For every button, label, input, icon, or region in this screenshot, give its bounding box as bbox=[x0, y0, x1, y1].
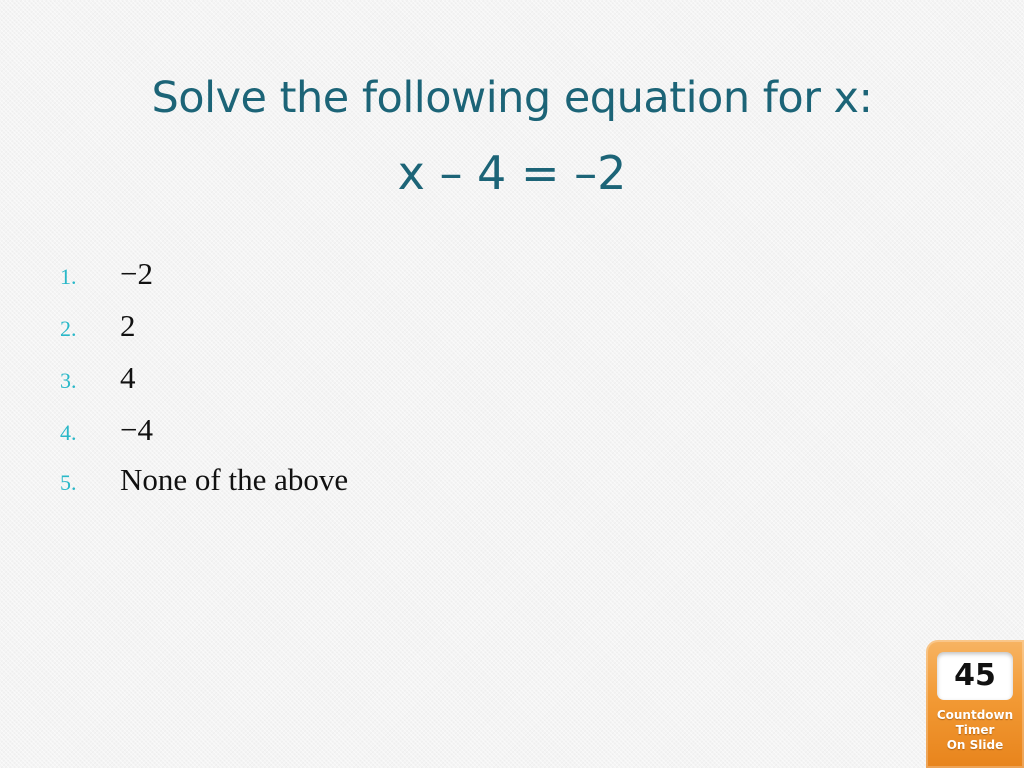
equation: x – 4 = –2 bbox=[397, 146, 627, 200]
option-number: 3. bbox=[60, 368, 77, 393]
answer-option[interactable] bbox=[60, 256, 348, 308]
option-number: 1. bbox=[60, 264, 77, 289]
slide-title: Solve the following equation for x: bbox=[151, 73, 873, 123]
answer-option[interactable] bbox=[60, 462, 348, 512]
option-number: 5. bbox=[60, 470, 77, 495]
option-text: 2 bbox=[120, 308, 136, 343]
timer-label-line: On Slide bbox=[946, 738, 1004, 752]
option-number: 4. bbox=[60, 420, 77, 445]
option-text: −2 bbox=[120, 256, 153, 291]
timer-label bbox=[926, 708, 1024, 753]
countdown-timer[interactable] bbox=[926, 640, 1024, 768]
answer-option[interactable] bbox=[60, 360, 348, 412]
timer-seconds: 45 bbox=[937, 652, 1013, 700]
option-number: 2. bbox=[60, 316, 77, 341]
option-text: None of the above bbox=[120, 462, 349, 497]
option-text: −4 bbox=[120, 412, 153, 447]
option-text: 4 bbox=[120, 360, 136, 395]
timer-label-line: Timer bbox=[955, 723, 995, 737]
answer-options bbox=[60, 256, 348, 512]
answer-option[interactable] bbox=[60, 412, 348, 462]
answer-option[interactable] bbox=[60, 308, 348, 360]
timer-label-line: Countdown bbox=[936, 708, 1014, 722]
